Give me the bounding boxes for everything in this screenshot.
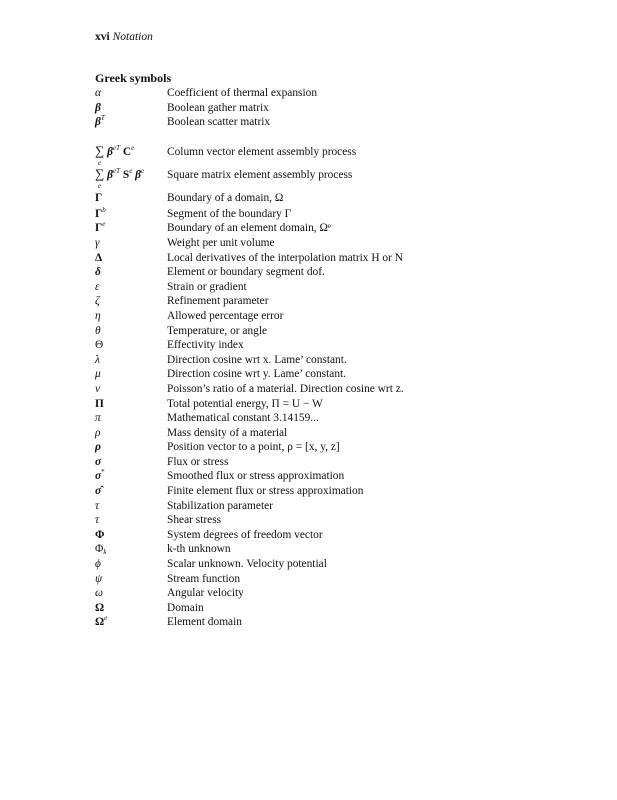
list-item-description: Mass density of a material: [167, 426, 288, 439]
list-item-description: Temperature, or angle: [167, 324, 268, 337]
list-item: [95, 382, 555, 397]
list-item: [95, 280, 555, 295]
list-item-description: Boundary of a domain, Ω: [167, 191, 284, 204]
list-item-description: Segment of the boundary Γ: [167, 207, 292, 220]
list-item: [95, 586, 555, 601]
list-item-description: Mathematical constant 3.14159...: [167, 412, 319, 425]
list-item-description: k-th unknown: [167, 543, 231, 556]
list-item: [95, 484, 555, 499]
symbol-gamma-capital: Γ: [95, 191, 103, 204]
symbol-beta: β: [95, 101, 101, 114]
list-item: [95, 130, 555, 167]
list-item: [95, 184, 555, 207]
list-item: [95, 455, 555, 470]
list-item: [95, 367, 555, 382]
list-item: [95, 542, 555, 557]
symbol-phi-k: $\Phi_k$: [95, 543, 107, 557]
symbol-omega-e: $\Omega^e$: [95, 614, 108, 629]
list-item: [95, 115, 555, 130]
list-item: [95, 528, 555, 543]
symbol-psi: ψ: [95, 572, 103, 585]
list-item: [95, 338, 555, 353]
symbol-rho-bold: ρ: [95, 441, 101, 454]
symbol-delta-capital: Δ: [95, 251, 103, 264]
list-item-description: Flux or stress: [167, 455, 229, 468]
symbol-pi-capital: Π: [95, 397, 104, 410]
list-item: [95, 513, 555, 528]
list-item-description: System degrees of freedom vector: [167, 528, 323, 541]
page-header: [95, 31, 153, 43]
list-item: [95, 601, 555, 616]
list-item-description: Finite element flux or stress approximation: [167, 485, 364, 498]
symbol-theta: θ: [95, 324, 101, 337]
list-item: [95, 324, 555, 339]
symbol-sum-beta-c: ∑ e $\beta^{eT}$ Ce: [95, 142, 135, 167]
symbol-gamma-e: $\Gamma^e$: [95, 220, 106, 235]
list-item: [95, 294, 555, 309]
list-item-description: Refinement parameter: [167, 295, 269, 308]
list-item: [95, 207, 555, 222]
list-item-description: Stabilization parameter: [167, 499, 273, 512]
symbol-theta-capital: Θ: [95, 339, 104, 352]
list-item-description: Boolean gather matrix: [167, 101, 269, 114]
list-item: [95, 101, 555, 116]
symbol-eta: η: [95, 309, 101, 322]
symbol-sigma-hat: σ̂: [95, 485, 102, 498]
list-item-description: Element or boundary segment dof.: [167, 266, 325, 279]
list-item: [95, 236, 555, 251]
list-item-description: Element domain: [167, 616, 242, 629]
list-item-description: Weight per unit volume: [167, 236, 275, 249]
list-item-description: Column vector element assembly process: [167, 145, 357, 158]
list-item-description: Boundary of an element domain, Ωᵉ: [167, 222, 331, 235]
list-item-description: Direction cosine wrt x. Lame’ constant.: [167, 353, 347, 366]
symbol-tau: τ: [95, 499, 100, 512]
section-title: Greek symbols: [95, 71, 172, 85]
symbol-pi: π: [95, 412, 101, 425]
symbol-sigma: σ: [95, 455, 102, 468]
list-item-description: Coefficient of thermal expansion: [167, 87, 318, 99]
symbol-gamma-b: $\Gamma^b$: [95, 205, 106, 220]
list-item: [95, 426, 555, 441]
list-item-description: Allowed percentage error: [167, 309, 284, 322]
symbol-sigma-star: σ*: [95, 468, 105, 483]
list-item: [95, 309, 555, 324]
list-item: [95, 557, 555, 572]
list-item: [95, 161, 555, 190]
symbol-zeta: ζ: [95, 295, 100, 308]
list-item-description: Domain: [167, 601, 204, 614]
symbol-lambda: λ: [95, 353, 100, 366]
list-item-description: Strain or gradient: [167, 280, 247, 293]
list-item-description: Square matrix element assembly process: [167, 168, 353, 181]
notation-list: [95, 86, 555, 630]
symbol-delta-bold: δ: [95, 266, 101, 279]
list-item-description: Angular velocity: [167, 587, 244, 600]
page-number: xvi: [95, 31, 110, 43]
symbol-nu: ν: [95, 382, 101, 395]
list-item-description: Poisson’s ratio of a material. Direction cosine wrt z.: [167, 382, 404, 395]
list-item-description: Shear stress: [167, 514, 222, 527]
list-item-description: Local derivatives of the interpolation matrix H or N: [167, 251, 403, 264]
list-item: [95, 221, 555, 236]
list-item: [95, 265, 555, 280]
list-item: [95, 251, 555, 266]
symbol-phi: ϕ: [95, 558, 101, 571]
list-item: [95, 615, 555, 630]
list-item: [95, 572, 555, 587]
list-item-description: Scalar unknown. Velocity potential: [167, 558, 327, 571]
list-item: [95, 469, 555, 484]
list-item: [95, 411, 555, 426]
symbol-beta-transpose: $\beta^T$: [95, 114, 105, 129]
list-item-description: Smoothed flux or stress approximation: [167, 470, 345, 483]
list-item: [95, 397, 555, 412]
list-item-description: Direction cosine wrt y. Lame’ constant.: [167, 368, 347, 381]
list-item-description: Boolean scatter matrix: [167, 116, 271, 129]
symbol-phi-capital: Φ: [95, 528, 105, 541]
list-item: [95, 499, 555, 514]
symbol-gamma-small: γ: [95, 236, 100, 249]
symbol-alpha: α: [95, 87, 101, 99]
symbol-sum-beta-s-beta: ∑ e $\beta^{eT}$ $S^e$ $\beta^e$: [95, 165, 145, 190]
list-item-description: Position vector to a point, ρ = [x, y, z]: [167, 441, 340, 454]
list-item: [95, 86, 555, 101]
symbol-tau-shear: τ: [95, 514, 100, 527]
list-item-description: Total potential energy, Π = U − W: [167, 397, 323, 410]
list-item: [95, 353, 555, 368]
list-item-description: Stream function: [167, 572, 241, 585]
running-head: Notation: [112, 31, 153, 43]
list-item: [95, 440, 555, 455]
symbol-epsilon: ε: [95, 280, 100, 293]
symbol-omega: ω: [95, 587, 104, 600]
symbol-omega-capital: Ω: [95, 601, 105, 614]
symbol-mu: μ: [95, 368, 101, 381]
list-item-description: Effectivity index: [167, 339, 244, 352]
symbol-rho: ρ: [95, 426, 101, 439]
